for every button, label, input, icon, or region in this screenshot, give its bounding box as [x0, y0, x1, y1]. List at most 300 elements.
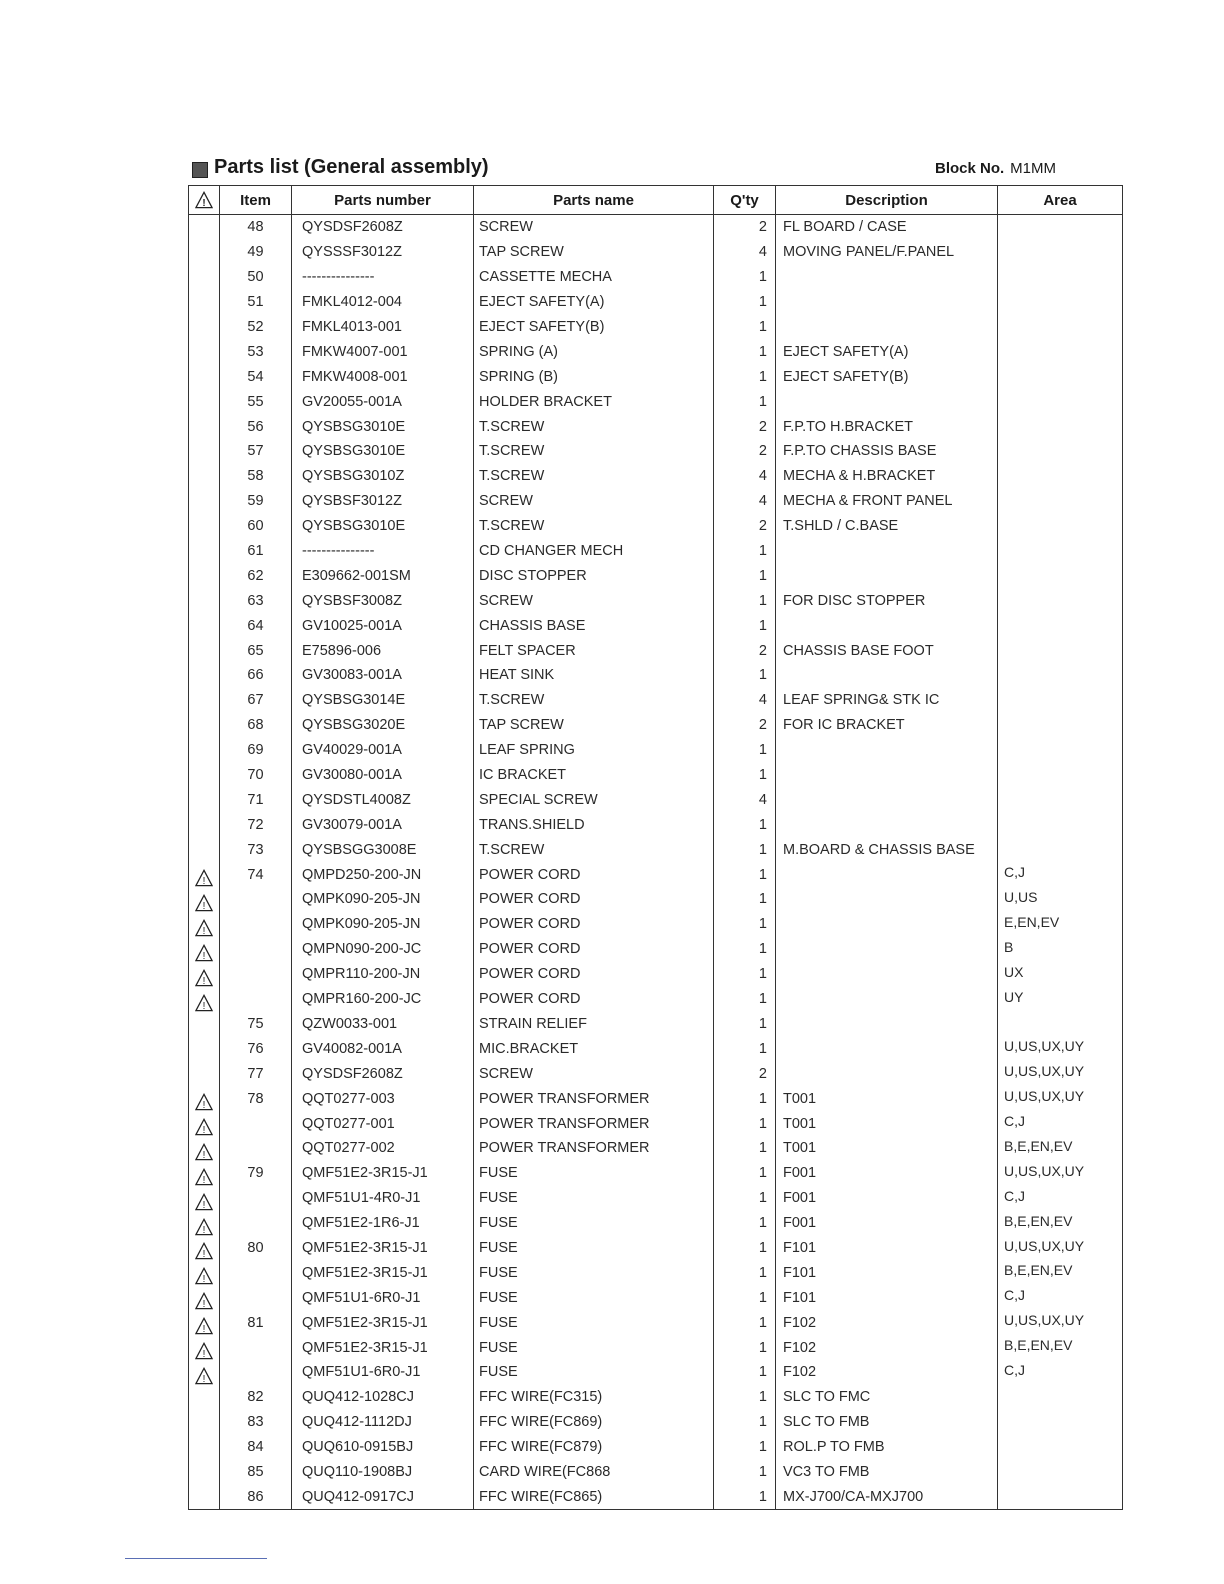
description-cell: F101: [776, 1260, 998, 1285]
table-row: [189, 912, 1123, 937]
qty-cell: 1: [714, 812, 776, 837]
qty-cell: 1: [714, 315, 776, 340]
table-row: [189, 1285, 1123, 1310]
description-cell: M.BOARD & CHASSIS BASE: [776, 837, 998, 862]
item-cell: 65: [220, 638, 292, 663]
svg-text:!: !: [202, 900, 206, 912]
qty-cell: 1: [714, 1310, 776, 1335]
area-cell: [998, 215, 1123, 240]
part-name-cell: SCREW: [474, 215, 714, 240]
item-cell: 51: [220, 290, 292, 315]
table-row: [189, 962, 1123, 987]
description-cell: FOR IC BRACKET: [776, 713, 998, 738]
row-warning: [189, 1460, 220, 1485]
part-name-cell: CASSETTE MECHA: [474, 265, 714, 290]
item-cell: [220, 1111, 292, 1136]
row-warning: [189, 638, 220, 663]
safety-warning-icon: [195, 1218, 213, 1236]
item-cell: 85: [220, 1460, 292, 1485]
area-cell: [998, 339, 1123, 364]
row-warning: [189, 1061, 220, 1086]
safety-warning-icon: [195, 944, 213, 962]
area-cell: [998, 812, 1123, 837]
svg-text:!: !: [202, 950, 206, 962]
item-cell: 57: [220, 439, 292, 464]
row-warning: [189, 613, 220, 638]
row-warning: [189, 563, 220, 588]
item-cell: [220, 987, 292, 1012]
area-cell: U,US,UX,UY: [998, 1036, 1123, 1061]
table-row: [189, 713, 1123, 738]
part-number-cell: FMKW4007-001: [292, 339, 474, 364]
part-name-cell: FFC WIRE(FC869): [474, 1410, 714, 1435]
description-cell: F.P.TO H.BRACKET: [776, 414, 998, 439]
part-name-cell: TAP SCREW: [474, 713, 714, 738]
area-cell: B,E,EN,EV: [998, 1211, 1123, 1236]
item-cell: 50: [220, 265, 292, 290]
part-name-cell: T.SCREW: [474, 837, 714, 862]
qty-cell: 1: [714, 962, 776, 987]
table-row: [189, 1236, 1123, 1261]
safety-warning-icon: [195, 1118, 213, 1136]
part-name-cell: T.SCREW: [474, 414, 714, 439]
qty-cell: 1: [714, 613, 776, 638]
row-warning: [189, 787, 220, 812]
part-number-cell: QYSBSF3012Z: [292, 489, 474, 514]
part-number-cell: E309662-001SM: [292, 563, 474, 588]
item-cell: [220, 1136, 292, 1161]
area-cell: [998, 738, 1123, 763]
description-cell: [776, 389, 998, 414]
area-cell: [998, 837, 1123, 862]
description-cell: [776, 787, 998, 812]
part-name-cell: TRANS.SHIELD: [474, 812, 714, 837]
row-warning: [189, 1410, 220, 1435]
part-name-cell: FUSE: [474, 1186, 714, 1211]
part-name-cell: SPECIAL SCREW: [474, 787, 714, 812]
row-warning: [189, 1236, 220, 1261]
safety-warning-icon: [195, 1242, 213, 1260]
description-cell: F001: [776, 1161, 998, 1186]
description-cell: MX-J700/CA-MXJ700: [776, 1484, 998, 1509]
part-number-cell: GV30079-001A: [292, 812, 474, 837]
safety-warning-icon: [195, 894, 213, 912]
description-cell: [776, 887, 998, 912]
part-name-cell: FUSE: [474, 1310, 714, 1335]
qty-cell: 1: [714, 1435, 776, 1460]
part-number-cell: QYSSSF3012Z: [292, 240, 474, 265]
item-cell: 86: [220, 1484, 292, 1509]
part-name-cell: FUSE: [474, 1161, 714, 1186]
description-cell: [776, 563, 998, 588]
qty-cell: 1: [714, 265, 776, 290]
part-number-cell: QUQ412-0917CJ: [292, 1484, 474, 1509]
row-warning: [189, 1285, 220, 1310]
area-cell: C,J: [998, 1186, 1123, 1211]
qty-cell: 1: [714, 1136, 776, 1161]
part-name-cell: TAP SCREW: [474, 240, 714, 265]
row-warning: [189, 912, 220, 937]
row-warning: [189, 688, 220, 713]
area-cell: UY: [998, 987, 1123, 1012]
area-cell: [998, 663, 1123, 688]
table-row: [189, 638, 1123, 663]
square-bullet-icon: [192, 162, 208, 178]
part-number-cell: QYSBSG3010E: [292, 414, 474, 439]
qty-cell: 4: [714, 787, 776, 812]
qty-cell: 1: [714, 364, 776, 389]
part-name-cell: T.SCREW: [474, 688, 714, 713]
area-cell: [998, 489, 1123, 514]
item-cell: 63: [220, 588, 292, 613]
area-cell: [998, 688, 1123, 713]
area-cell: [998, 240, 1123, 265]
svg-text:!: !: [202, 1274, 206, 1286]
description-cell: MOVING PANEL/F.PANEL: [776, 240, 998, 265]
description-cell: [776, 539, 998, 564]
part-name-cell: FFC WIRE(FC865): [474, 1484, 714, 1509]
row-warning: [189, 339, 220, 364]
part-name-cell: POWER CORD: [474, 887, 714, 912]
safety-warning-icon: [195, 1093, 213, 1111]
part-number-cell: GV20055-001A: [292, 389, 474, 414]
part-number-cell: QMPR110-200-JN: [292, 962, 474, 987]
qty-cell: 1: [714, 1086, 776, 1111]
row-warning: [189, 1161, 220, 1186]
part-number-cell: GV10025-001A: [292, 613, 474, 638]
part-name-cell: FUSE: [474, 1285, 714, 1310]
qty-cell: 1: [714, 763, 776, 788]
description-cell: T.SHLD / C.BASE: [776, 514, 998, 539]
part-name-cell: SCREW: [474, 588, 714, 613]
qty-cell: 1: [714, 912, 776, 937]
table-row: [189, 1161, 1123, 1186]
row-warning: [189, 887, 220, 912]
part-number-cell: QMF51E2-1R6-J1: [292, 1211, 474, 1236]
qty-cell: 1: [714, 1360, 776, 1385]
area-cell: [998, 1012, 1123, 1037]
item-cell: [220, 1186, 292, 1211]
part-number-cell: QMF51U1-6R0-J1: [292, 1285, 474, 1310]
description-cell: [776, 763, 998, 788]
row-warning: [189, 414, 220, 439]
item-cell: 75: [220, 1012, 292, 1037]
table-row: [189, 763, 1123, 788]
part-name-cell: FFC WIRE(FC879): [474, 1435, 714, 1460]
row-warning: [189, 489, 220, 514]
part-name-cell: SCREW: [474, 1061, 714, 1086]
row-warning: [189, 1335, 220, 1360]
area-cell: [998, 539, 1123, 564]
area-cell: [998, 563, 1123, 588]
part-number-cell: QMF51U1-4R0-J1: [292, 1186, 474, 1211]
qty-cell: 1: [714, 738, 776, 763]
table-row: [189, 837, 1123, 862]
table-row: [189, 663, 1123, 688]
description-cell: [776, 912, 998, 937]
safety-warning-icon: [195, 1193, 213, 1211]
item-cell: 76: [220, 1036, 292, 1061]
part-name-cell: T.SCREW: [474, 464, 714, 489]
area-cell: C,J: [998, 862, 1123, 887]
row-warning: [189, 1310, 220, 1335]
qty-cell: 1: [714, 862, 776, 887]
row-warning: [189, 1211, 220, 1236]
description-cell: [776, 315, 998, 340]
svg-text:!: !: [202, 875, 206, 887]
table-row: [189, 439, 1123, 464]
table-row: [189, 688, 1123, 713]
description-cell: EJECT SAFETY(B): [776, 364, 998, 389]
item-cell: 62: [220, 563, 292, 588]
description-cell: [776, 1036, 998, 1061]
part-number-cell: QYSDSTL4008Z: [292, 787, 474, 812]
part-number-cell: ---------------: [292, 265, 474, 290]
description-cell: [776, 663, 998, 688]
item-cell: 70: [220, 763, 292, 788]
safety-warning-icon: [195, 1342, 213, 1360]
part-number-cell: FMKW4008-001: [292, 364, 474, 389]
area-cell: U,US: [998, 887, 1123, 912]
part-number-cell: QUQ412-1028CJ: [292, 1385, 474, 1410]
qty-cell: 1: [714, 1111, 776, 1136]
part-name-cell: POWER CORD: [474, 912, 714, 937]
area-cell: [998, 613, 1123, 638]
part-number-cell: QMF51E2-3R15-J1: [292, 1260, 474, 1285]
item-cell: 74: [220, 862, 292, 887]
row-warning: [189, 1136, 220, 1161]
item-cell: 83: [220, 1410, 292, 1435]
item-cell: 55: [220, 389, 292, 414]
table-row: [189, 1410, 1123, 1435]
part-name-cell: CARD WIRE(FC868: [474, 1460, 714, 1485]
part-number-cell: QZW0033-001: [292, 1012, 474, 1037]
part-name-cell: CHASSIS BASE: [474, 613, 714, 638]
part-name-cell: POWER TRANSFORMER: [474, 1086, 714, 1111]
row-warning: [189, 1186, 220, 1211]
qty-cell: 1: [714, 563, 776, 588]
description-cell: [776, 265, 998, 290]
part-number-cell: QUQ610-0915BJ: [292, 1435, 474, 1460]
part-number-cell: ---------------: [292, 539, 474, 564]
part-name-cell: LEAF SPRING: [474, 738, 714, 763]
item-cell: 64: [220, 613, 292, 638]
row-warning: [189, 389, 220, 414]
row-warning: [189, 763, 220, 788]
area-cell: [998, 364, 1123, 389]
area-cell: [998, 315, 1123, 340]
item-cell: [220, 1360, 292, 1385]
description-cell: ROL.P TO FMB: [776, 1435, 998, 1460]
row-warning: [189, 837, 220, 862]
qty-cell: 1: [714, 663, 776, 688]
description-cell: [776, 290, 998, 315]
svg-text:!: !: [202, 1323, 206, 1335]
row-warning: [189, 439, 220, 464]
part-name-cell: SCREW: [474, 489, 714, 514]
row-warning: [189, 240, 220, 265]
row-warning: [189, 738, 220, 763]
table-row: [189, 539, 1123, 564]
footer-divider: [125, 1558, 267, 1559]
part-number-cell: QYSBSG3010E: [292, 439, 474, 464]
item-cell: 56: [220, 414, 292, 439]
table-row: [189, 1460, 1123, 1485]
description-cell: LEAF SPRING& STK IC: [776, 688, 998, 713]
qty-cell: 1: [714, 1236, 776, 1261]
table-row: [189, 987, 1123, 1012]
part-number-cell: QYSDSF2608Z: [292, 215, 474, 240]
description-cell: CHASSIS BASE FOOT: [776, 638, 998, 663]
qty-cell: 1: [714, 389, 776, 414]
row-warning: [189, 290, 220, 315]
part-number-cell: QUQ412-1112DJ: [292, 1410, 474, 1435]
item-cell: 71: [220, 787, 292, 812]
item-cell: 78: [220, 1086, 292, 1111]
part-name-cell: T.SCREW: [474, 514, 714, 539]
description-cell: [776, 862, 998, 887]
warning-triangle-icon: [195, 191, 213, 209]
table-row: [189, 1335, 1123, 1360]
description-cell: [776, 1012, 998, 1037]
item-cell: 81: [220, 1310, 292, 1335]
table-row: [189, 812, 1123, 837]
description-cell: [776, 738, 998, 763]
qty-cell: 4: [714, 240, 776, 265]
header-description: Description: [776, 186, 998, 215]
svg-text:!: !: [202, 1199, 206, 1211]
item-cell: [220, 1211, 292, 1236]
area-cell: U,US,UX,UY: [998, 1061, 1123, 1086]
table-row: [189, 339, 1123, 364]
table-row: [189, 414, 1123, 439]
row-warning: [189, 1484, 220, 1509]
area-cell: [998, 1435, 1123, 1460]
description-cell: F102: [776, 1335, 998, 1360]
svg-text:!: !: [202, 1373, 206, 1385]
row-warning: [189, 987, 220, 1012]
table-row: [189, 1136, 1123, 1161]
part-number-cell: QMF51U1-6R0-J1: [292, 1360, 474, 1385]
parts-table: [188, 185, 1123, 1510]
part-number-cell: FMKL4012-004: [292, 290, 474, 315]
description-cell: F101: [776, 1236, 998, 1261]
table-row: [189, 315, 1123, 340]
qty-cell: 2: [714, 1061, 776, 1086]
part-name-cell: DISC STOPPER: [474, 563, 714, 588]
table-row: [189, 1086, 1123, 1111]
safety-warning-icon: [195, 1292, 213, 1310]
area-cell: [998, 713, 1123, 738]
table-row: [189, 1036, 1123, 1061]
qty-cell: 1: [714, 339, 776, 364]
table-row: [189, 1061, 1123, 1086]
qty-cell: 2: [714, 514, 776, 539]
part-name-cell: HEAT SINK: [474, 663, 714, 688]
area-cell: E,EN,EV: [998, 912, 1123, 937]
header-part-name: Parts name: [474, 186, 714, 215]
table-row: [189, 389, 1123, 414]
description-cell: F102: [776, 1310, 998, 1335]
table-row: [189, 1211, 1123, 1236]
block-number-label: Block No.: [934, 160, 1005, 177]
item-cell: 69: [220, 738, 292, 763]
item-cell: 48: [220, 215, 292, 240]
qty-cell: 1: [714, 1186, 776, 1211]
part-number-cell: QMPD250-200-JN: [292, 862, 474, 887]
table-row: [189, 464, 1123, 489]
description-cell: [776, 1061, 998, 1086]
svg-text:!: !: [202, 1099, 206, 1111]
item-cell: 49: [220, 240, 292, 265]
item-cell: 61: [220, 539, 292, 564]
item-cell: [220, 962, 292, 987]
part-number-cell: QYSDSF2608Z: [292, 1061, 474, 1086]
table-row: [189, 364, 1123, 389]
row-warning: [189, 962, 220, 987]
area-cell: [998, 514, 1123, 539]
part-name-cell: EJECT SAFETY(B): [474, 315, 714, 340]
row-warning: [189, 1036, 220, 1061]
row-warning: [189, 663, 220, 688]
row-warning: [189, 1360, 220, 1385]
area-cell: [998, 290, 1123, 315]
qty-cell: 1: [714, 290, 776, 315]
part-name-cell: FUSE: [474, 1260, 714, 1285]
safety-warning-icon: [195, 869, 213, 887]
qty-cell: 1: [714, 987, 776, 1012]
description-cell: SLC TO FMC: [776, 1385, 998, 1410]
item-cell: 53: [220, 339, 292, 364]
part-name-cell: STRAIN RELIEF: [474, 1012, 714, 1037]
part-name-cell: EJECT SAFETY(A): [474, 290, 714, 315]
part-number-cell: QYSBSGG3008E: [292, 837, 474, 862]
safety-warning-icon: [195, 1267, 213, 1285]
part-number-cell: GV30083-001A: [292, 663, 474, 688]
part-name-cell: CD CHANGER MECH: [474, 539, 714, 564]
table-row: [189, 937, 1123, 962]
item-cell: 72: [220, 812, 292, 837]
part-number-cell: GV40082-001A: [292, 1036, 474, 1061]
block-number-value: M1MM: [1010, 160, 1056, 177]
area-cell: U,US,UX,UY: [998, 1310, 1123, 1335]
table-row: [189, 265, 1123, 290]
table-row: [189, 290, 1123, 315]
row-warning: [189, 713, 220, 738]
qty-cell: 2: [714, 439, 776, 464]
svg-text:!: !: [202, 1174, 206, 1186]
row-warning: [189, 215, 220, 240]
description-cell: F001: [776, 1211, 998, 1236]
description-cell: F102: [776, 1360, 998, 1385]
qty-cell: 2: [714, 638, 776, 663]
item-cell: 73: [220, 837, 292, 862]
qty-cell: 1: [714, 887, 776, 912]
table-row: [189, 862, 1123, 887]
area-cell: U,US,UX,UY: [998, 1236, 1123, 1261]
table-row: [189, 1012, 1123, 1037]
qty-cell: 1: [714, 1385, 776, 1410]
row-warning: [189, 1385, 220, 1410]
area-cell: [998, 638, 1123, 663]
header-row: [189, 186, 1123, 215]
item-cell: 77: [220, 1061, 292, 1086]
table-row: [189, 240, 1123, 265]
qty-cell: 1: [714, 1260, 776, 1285]
row-warning: [189, 539, 220, 564]
area-cell: C,J: [998, 1285, 1123, 1310]
part-number-cell: QYSBSG3014E: [292, 688, 474, 713]
